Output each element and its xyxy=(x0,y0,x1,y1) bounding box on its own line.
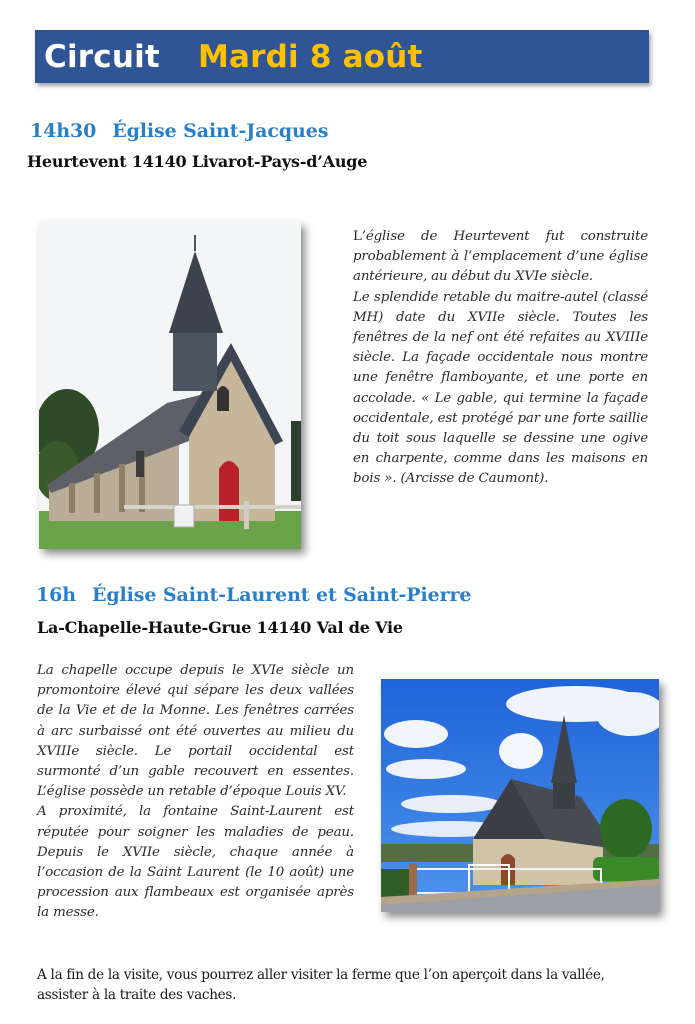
section-2-paragraph-2: A proximité, la fontaine Saint-Laurent est réputée pour soigner les maladies de peau. Depuis le XVIIe siècle, chaque année à l’occasion de la Saint Laurent (le 10 août) une procession aux flambeaux est organisée après la messe. xyxy=(37,804,354,921)
section-1-address: Heurtevent 14140 Livarot-Pays-d’Auge xyxy=(27,152,368,171)
section-1-description xyxy=(353,227,648,490)
church-photo-heurtevent xyxy=(39,221,301,549)
church-image-1 xyxy=(39,221,301,549)
church-photo-chapelle-haute-grue xyxy=(381,679,659,912)
section-2-address: La-Chapelle-Haute-Grue 14140 Val de Vie xyxy=(37,618,403,637)
section-1-paragraph-2: Le splendide retable du maitre-autel (classé MH) date du XVIIe siècle. Toutes les fenêtres de la nef ont été refaites au XVIIIe siècle. La façade occidentale nous montre une fenêtre flamboyante, et une porte en accolade. « Le gable, qui termine la façade occidentale, est protégé par une forte saillie du toit sous laquelle se dessine une ogive en charpente, comme dans les maisons en bois ». (Arcisse de Caumont). xyxy=(353,289,648,487)
section-1-heading xyxy=(30,120,328,142)
section-1-time: 14h30 xyxy=(30,120,97,142)
banner-date: Mardi 8 août xyxy=(197,38,423,75)
section-2-description xyxy=(37,661,354,924)
section-1-name: Église Saint-Jacques xyxy=(112,120,329,142)
section-1-drop-letter: L xyxy=(353,229,362,244)
section-1-paragraph-1 xyxy=(353,227,648,288)
closing-paragraph: A la fin de la visite, vous pourrez aller visiter la ferme que l’on aperçoit dans la vallée, assister à la traite des vaches. xyxy=(37,967,605,1003)
section-2-time: 16h xyxy=(36,584,76,606)
section-2-heading xyxy=(36,584,471,606)
title-banner xyxy=(35,30,649,83)
section-1-paragraph-1-text: ’église de Heurtevent fut construite probablement à l’emplacement d’une église antérieure, au début du XVIe siècle. xyxy=(353,229,648,285)
church-image-2 xyxy=(381,679,659,912)
section-2-name: Église Saint-Laurent et Saint-Pierre xyxy=(91,584,472,606)
banner-title: Circuit xyxy=(44,38,160,75)
section-2-paragraph-1: La chapelle occupe depuis le XVIe siècle un promontoire élevé qui sépare les deux vallées de la Vie et de la Monne. Les fenêtres carrées à arc surbaissé ont été ouvertes au milieu du XVIIIe siècle. Le portail occidental est surmonté d’un gable recouvert en essentes. L’église possède un retable d’époque Louis XV. xyxy=(37,663,354,800)
